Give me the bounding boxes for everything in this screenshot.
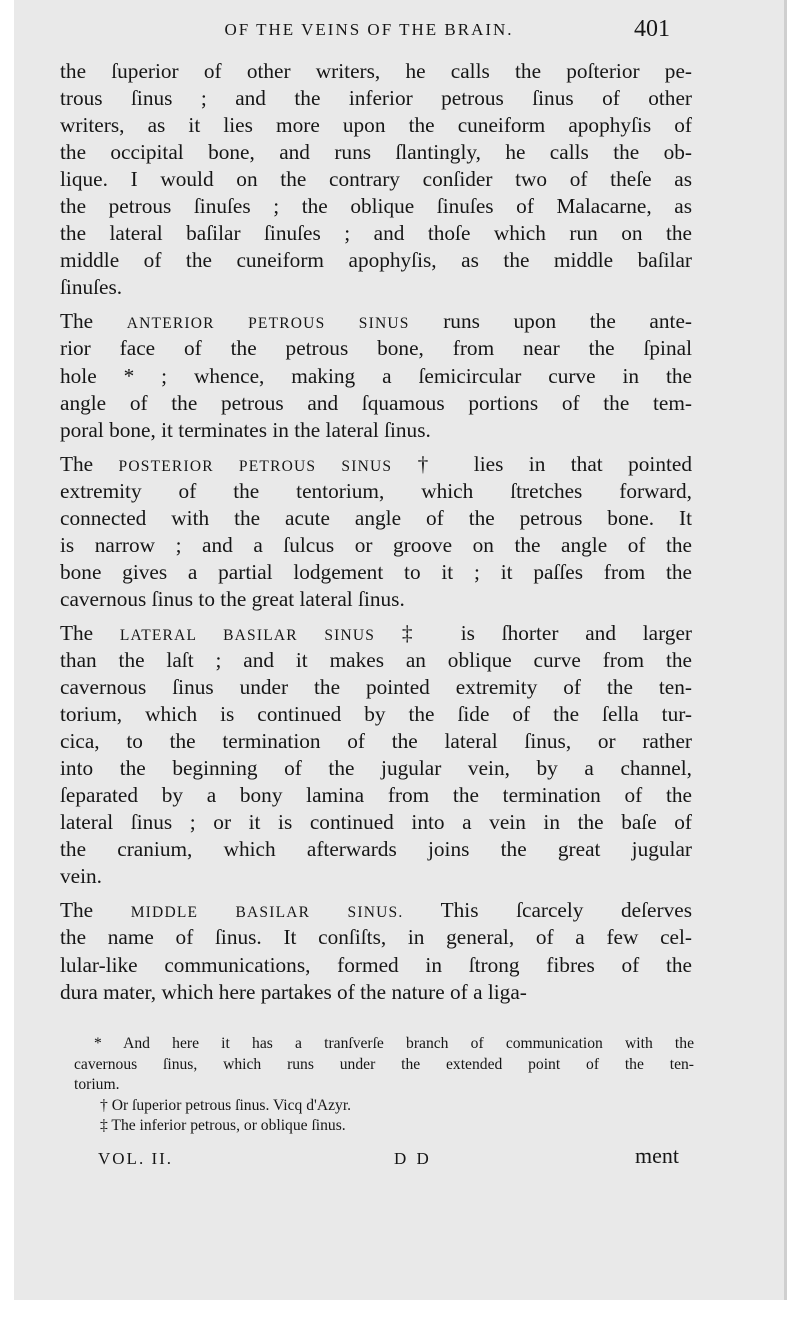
footnote-line: * And here it has a tranſverſe branch of communication with the bbox=[94, 1035, 694, 1052]
paragraph bbox=[60, 58, 692, 301]
text-line bbox=[60, 532, 692, 559]
text-run: trous ſinus ; and the inferior petrous ſinus of other bbox=[60, 86, 692, 111]
text-run: torium, which is continued by the ſide of the ſella tur- bbox=[60, 702, 692, 727]
text-line bbox=[60, 979, 692, 1006]
paragraph-gap bbox=[60, 890, 692, 897]
text-run: † lies in that pointed bbox=[392, 451, 692, 476]
page-number: 401 bbox=[634, 16, 670, 42]
text-run: angle of the petrous and ſquamous portions of the tem- bbox=[60, 390, 692, 415]
paragraph bbox=[60, 451, 692, 613]
text-line bbox=[60, 836, 692, 863]
footnotes bbox=[74, 1034, 694, 1137]
text-run: connected with the acute angle of the petrous bone. It bbox=[60, 505, 692, 530]
text-line bbox=[60, 85, 692, 112]
section-heading: MIDDLE BASILAR SINUS. bbox=[130, 904, 404, 922]
footnote-line: cavernous ſinus, which runs under the extended point of the ten- bbox=[74, 1055, 694, 1073]
gathering-signature: D D bbox=[394, 1149, 432, 1168]
text-line bbox=[60, 728, 692, 755]
footnote-line: † Or ſuperior petrous ſinus. Vicq d'Azyr. bbox=[100, 1096, 352, 1114]
catchword: ment bbox=[635, 1143, 679, 1168]
text-run: the name of ſinus. It conſiſts, in general, of a few cel- bbox=[60, 925, 692, 950]
text-run: than the laſt ; and it makes an oblique curve from the bbox=[60, 647, 692, 672]
text-line bbox=[60, 620, 692, 647]
text-run: bone gives a partial lodgement to it ; it paſſes from the bbox=[60, 559, 692, 584]
text-run: cavernous ſinus under the pointed extremity of the ten- bbox=[60, 675, 692, 700]
text-run: ſinuſes. bbox=[60, 275, 123, 300]
section-heading: ANTERIOR PETROUS SINUS bbox=[126, 315, 410, 333]
text-run: hole * ; whence, making a ſemicircular curve in the bbox=[60, 363, 692, 388]
text-line bbox=[60, 390, 692, 417]
text-run: into the beginning of the jugular vein, by a channel, bbox=[60, 756, 692, 781]
running-head: OF THE VEINS OF THE BRAIN. bbox=[224, 20, 514, 39]
footnote-line: ‡ The inferior petrous, or oblique ſinus. bbox=[100, 1117, 346, 1135]
text-line bbox=[60, 924, 692, 951]
paragraph-gap bbox=[60, 613, 692, 620]
text-line bbox=[60, 247, 692, 274]
text-run: middle of the cuneiform apophyſis, as the middle baſilar bbox=[60, 248, 692, 273]
text-run: The bbox=[60, 451, 119, 476]
text-run: is narrow ; and a ſulcus or groove on the angle of the bbox=[60, 532, 692, 557]
text-run: poral bone, it terminates in the lateral ſinus. bbox=[60, 417, 431, 442]
text-run: lique. I would on the contrary conſider two of theſe as bbox=[60, 167, 692, 192]
paragraph bbox=[60, 897, 692, 1005]
text-line bbox=[60, 335, 692, 362]
text-run: the lateral baſilar ſinuſes ; and thoſe which run on the bbox=[60, 221, 692, 246]
text-run: rior face of the petrous bone, from near the ſpinal bbox=[60, 336, 692, 361]
text-line bbox=[60, 58, 692, 85]
text-line bbox=[60, 193, 692, 220]
text-run: lateral ſinus ; or it is continued into a vein in the baſe of bbox=[60, 810, 692, 835]
text-line bbox=[60, 308, 692, 335]
text-line bbox=[60, 505, 692, 532]
paragraph bbox=[60, 620, 692, 890]
text-line bbox=[60, 139, 692, 166]
text-run: The bbox=[60, 620, 120, 645]
text-run: The bbox=[60, 898, 131, 923]
footnote-line: torium. bbox=[74, 1076, 120, 1094]
scanned-page bbox=[14, 0, 784, 1300]
text-line bbox=[60, 417, 692, 444]
text-run: the ſuperior of other writers, he calls the poſterior pe- bbox=[60, 59, 692, 83]
text-run: the petrous ſinuſes ; the oblique ſinuſes of Malacarne, as bbox=[60, 194, 692, 219]
text-line bbox=[60, 274, 692, 301]
text-run: dura mater, which here partakes of the nature of a liga- bbox=[60, 979, 527, 1004]
text-line bbox=[60, 586, 692, 613]
text-line bbox=[60, 952, 692, 979]
text-run: lular-like communications, formed in ſtrong fibres of the bbox=[60, 952, 692, 977]
text-line bbox=[60, 647, 692, 674]
text-run: the occipital bone, and runs ſlantingly, he calls the ob- bbox=[60, 140, 692, 165]
body-text bbox=[60, 58, 692, 1006]
section-heading: LATERAL BASILAR SINUS bbox=[119, 626, 376, 644]
text-line bbox=[60, 478, 692, 505]
text-line bbox=[60, 112, 692, 139]
text-run: extremity of the tentorium, which ſtretches forward, bbox=[60, 478, 692, 503]
text-line bbox=[60, 809, 692, 836]
text-run: runs upon the ante- bbox=[409, 309, 692, 334]
paragraph bbox=[60, 308, 692, 443]
text-run: This ſcarcely deſerves bbox=[403, 898, 692, 923]
text-line bbox=[60, 782, 692, 809]
text-run: ‡ is ſhorter and larger bbox=[375, 620, 692, 645]
volume-signature: VOL. II. bbox=[98, 1149, 174, 1168]
text-run: ſeparated by a bony lamina from the termination of the bbox=[60, 783, 692, 808]
text-run: writers, as it lies more upon the cuneiform apophyſis of bbox=[60, 113, 692, 138]
text-run: vein. bbox=[60, 864, 102, 889]
text-run: the cranium, which afterwards joins the great jugular bbox=[60, 837, 692, 862]
text-line bbox=[60, 559, 692, 586]
text-run: The bbox=[60, 309, 127, 334]
text-line bbox=[60, 220, 692, 247]
text-run: cica, to the termination of the lateral ſinus, or rather bbox=[60, 729, 692, 754]
text-line bbox=[60, 674, 692, 701]
text-line bbox=[60, 166, 692, 193]
text-line bbox=[60, 701, 692, 728]
text-line bbox=[60, 863, 692, 890]
text-line bbox=[60, 897, 692, 924]
section-heading: POSTERIOR PETROUS SINUS bbox=[118, 457, 393, 475]
text-line bbox=[60, 363, 692, 390]
text-line bbox=[60, 755, 692, 782]
text-run: cavernous ſinus to the great lateral ſinus. bbox=[60, 586, 405, 611]
paragraph-gap bbox=[60, 444, 692, 451]
paragraph-gap bbox=[60, 301, 692, 308]
text-line bbox=[60, 451, 692, 478]
